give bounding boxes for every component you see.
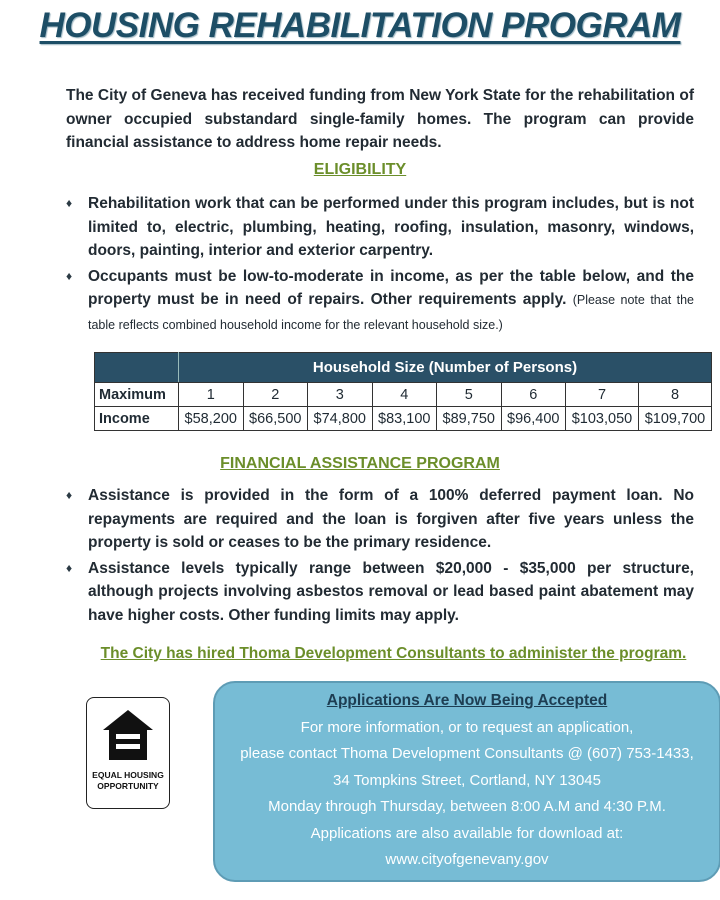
income-cell: $58,200 [179, 407, 244, 431]
income-note: (Please note that the table reflects combined household income for the relevant household size.) [88, 293, 695, 332]
table-row [95, 383, 712, 407]
eligibility-heading: ELIGIBILITY [313, 161, 407, 178]
equal-housing-house-icon [101, 708, 155, 764]
diamond-bullet-icon: ♦ [66, 268, 73, 283]
equal-housing-line2: OPPORTUNITY [97, 781, 159, 791]
income-cell: $103,050 [566, 407, 639, 431]
size-cell: 1 [179, 383, 244, 407]
equal-housing-logo [86, 697, 170, 809]
administrator-notice [0, 645, 720, 663]
website-link[interactable]: www.cityofgenevany.gov [385, 851, 549, 868]
equal-housing-line1: EQUAL HOUSING [92, 770, 164, 780]
eligibility-bullet-2: Occupants must be low-to-moderate in income, as per the table below, and the property must be in need of repairs. Other requirements apply. [88, 267, 694, 308]
list-item [66, 557, 694, 628]
income-cell: $109,700 [638, 407, 711, 431]
diamond-bullet-icon: ♦ [66, 196, 73, 210]
list-item [66, 484, 694, 555]
financial-bullet-2: Assistance levels typically range between $20,000 - $35,000 per structure, although projects involving asbestos removal or lead based paint abatement may have higher costs. Other funding limits may apply. [88, 559, 694, 624]
table-row [95, 407, 712, 431]
size-cell: 5 [437, 383, 502, 407]
equal-housing-text [87, 770, 169, 792]
income-cell: $66,500 [243, 407, 308, 431]
financial-heading: FINANCIAL ASSISTANCE PROGRAM [220, 455, 500, 472]
size-cell: 7 [566, 383, 639, 407]
diamond-bullet-icon: ♦ [66, 488, 73, 502]
financial-list [66, 484, 694, 629]
financial-bullet-1: Assistance is provided in the form of a 100% deferred payment loan. No repayments are required and the loan is forgiven after five years unless the property is sold or ceases to be the primary residence. [88, 487, 694, 551]
contact-line: For more information, or to request an application, [300, 718, 634, 736]
income-table [94, 352, 712, 431]
contact-line: please contact Thoma Development Consultants @ (607) 753-1433, [240, 745, 694, 762]
contact-address: 34 Tompkins Street, Cortland, NY 13045 [333, 771, 601, 789]
administrator-notice-text: The City has hired Thoma Development Consultants to administer the program. [100, 645, 687, 662]
diamond-bullet-icon: ♦ [66, 560, 73, 575]
table-corner [95, 353, 179, 383]
contact-line: Applications are also available for download at: [310, 824, 624, 842]
size-cell: 4 [372, 383, 437, 407]
eligibility-bullet-1: Rehabilitation work that can be performed under this program includes, but is not limited to, electric, plumbing, heating, roofing, insulation, masonry, windows, doors, painting, interior and exterior carpentry. [88, 195, 694, 259]
contact-hours: Monday through Thursday, between 8:00 A.M and 4:30 P.M. [268, 798, 666, 815]
eligibility-list [66, 192, 694, 339]
contact-box [213, 681, 720, 882]
size-cell: 2 [243, 383, 308, 407]
intro-paragraph: The City of Geneva has received funding from New York State for the rehabilitation of owner occupied substandard single-family homes. The program can provide financial assistance to address home repair needs. [66, 87, 694, 151]
row-label-income: Income [95, 407, 179, 431]
income-cell: $83,100 [372, 407, 437, 431]
household-size-header: Household Size (Number of Persons) [179, 353, 712, 383]
list-item [66, 192, 694, 263]
row-label-maximum: Maximum [95, 383, 179, 407]
size-cell: 3 [308, 383, 373, 407]
income-cell: $96,400 [501, 407, 566, 431]
income-cell: $89,750 [437, 407, 502, 431]
page-title: HOUSING REHABILITATION PROGRAM [39, 6, 681, 45]
contact-title: Applications Are Now Being Accepted [326, 692, 608, 709]
size-cell: 6 [501, 383, 566, 407]
size-cell: 8 [638, 383, 711, 407]
income-cell: $74,800 [308, 407, 373, 431]
list-item [66, 265, 694, 338]
